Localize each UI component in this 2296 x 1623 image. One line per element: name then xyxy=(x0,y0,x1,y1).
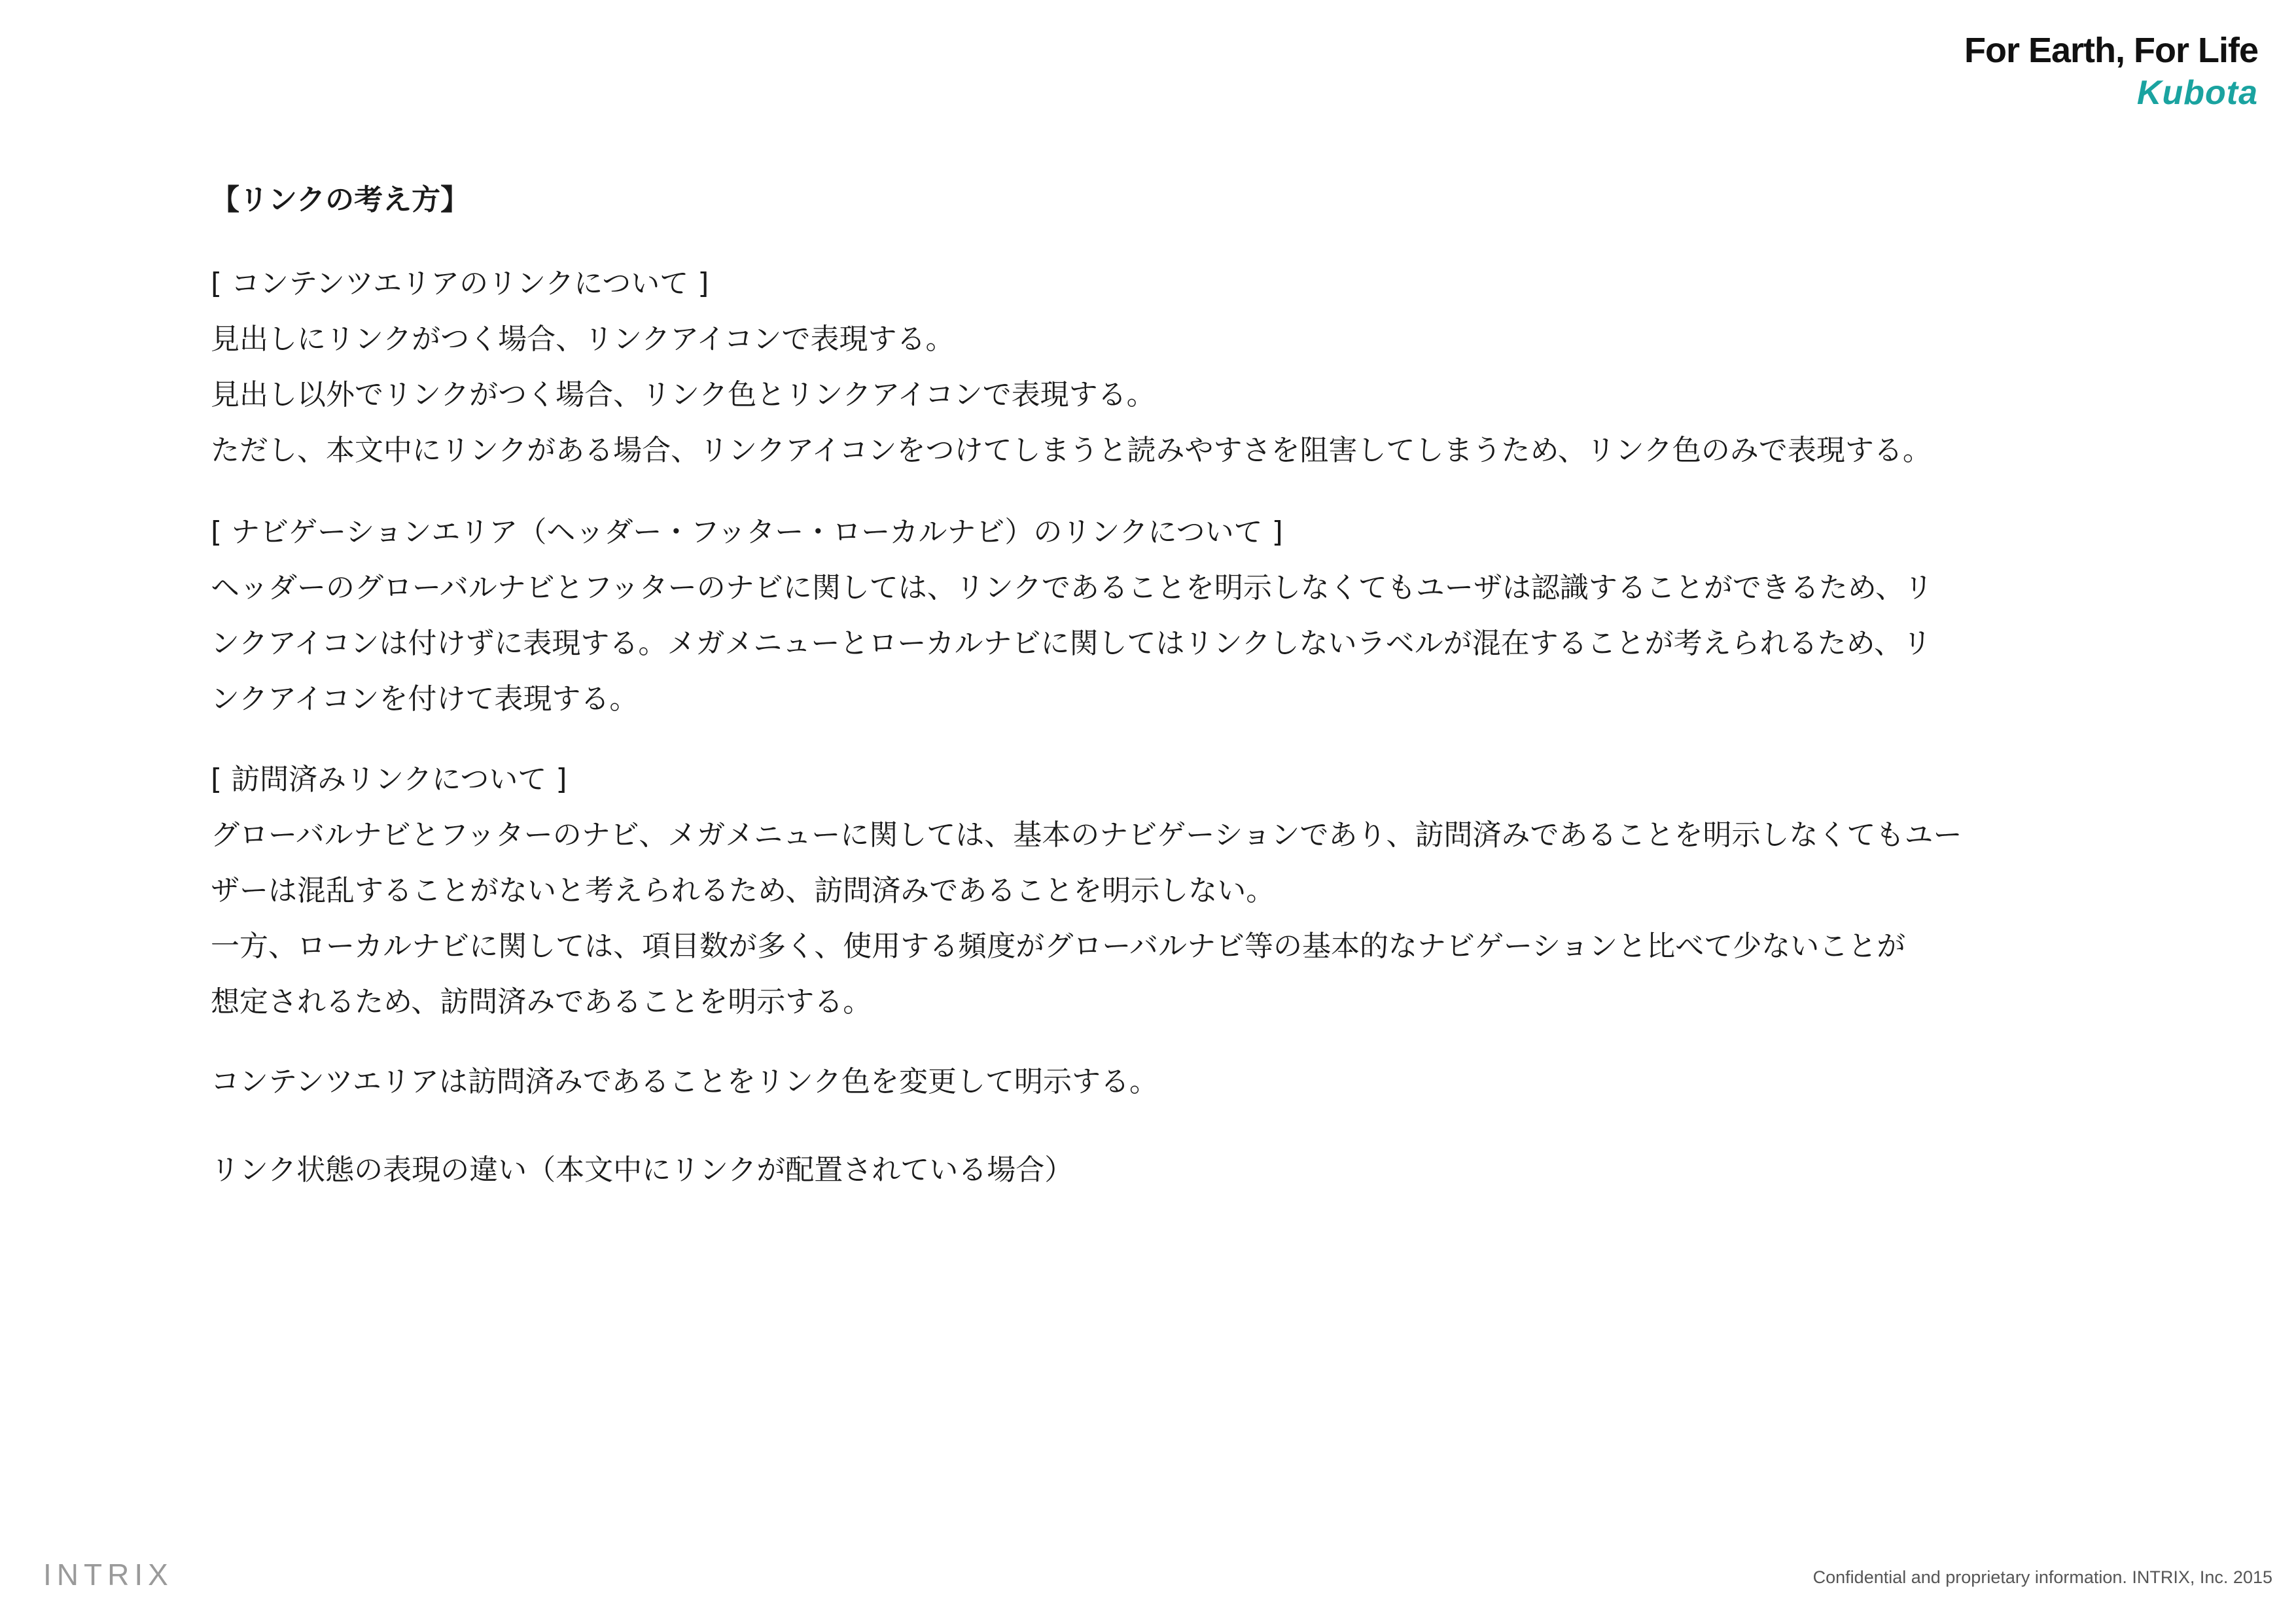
paragraph-line: グローバルナビとフッターのナビ、メガメニューに関しては、基本のナビゲーションであり、訪問済みであることを明示しなくてもユー xyxy=(211,818,1962,852)
section-title-visited-links: [ 訪問済みリンクについて ] xyxy=(211,763,567,796)
kubota-logo: Kubota xyxy=(2136,74,2258,112)
paragraph-line: ザーは混乱することがないと考えられるため、訪問済みであることを明示しない。 xyxy=(211,874,1275,907)
paragraph-line: 見出し以外でリンクがつく場合、リンク色とリンクアイコンで表現する。 xyxy=(211,378,1156,411)
paragraph-line: 見出しにリンクがつく場合、リンクアイコンで表現する。 xyxy=(211,323,955,356)
brand-tagline: For Earth, For Life xyxy=(1964,31,2258,70)
paragraph-line: ヘッダーのグローバルナビとフッターのナビに関しては、リンクであることを明示しなくてもユーザは認識することができるため、リ xyxy=(211,571,1934,604)
section-title-content-area: [ コンテンツエリアのリンクについて ] xyxy=(211,267,709,300)
confidential-note: Confidential and proprietary information. INTRIX, Inc. 2015 xyxy=(1812,1567,2272,1587)
paragraph-line: 想定されるため、訪問済みであることを明示する。 xyxy=(211,985,872,1019)
examples-title: リンク状態の表現の違い（本文中にリンクが配置されている場合） xyxy=(211,1153,1074,1187)
paragraph-line: ンクアイコンを付けて表現する。 xyxy=(211,682,639,716)
intrix-logo: INTRIX xyxy=(43,1558,173,1592)
content-area-note: コンテンツエリアは訪問済みであることをリンク色を変更して明示する。 xyxy=(211,1065,1159,1098)
page-heading: 【リンクの考え方】 xyxy=(211,183,470,217)
paragraph-line: ンクアイコンは付けずに表現する。メガメニューとローカルナビに関してはリンクしないラベルが混在することが考えられるため、リ xyxy=(211,627,1932,660)
paragraph-line: 一方、ローカルナビに関しては、項目数が多く、使用する頻度がグローバルナビ等の基本的なナビゲーションと比べて少ないことが xyxy=(211,930,1906,963)
paragraph-line: ただし、本文中にリンクがある場合、リンクアイコンをつけてしまうと読みやすさを阻害してしまうため、リンク色のみで表現する。 xyxy=(211,434,1932,467)
section-title-navigation-area: [ ナビゲーションエリア（ヘッダー・フッター・ローカルナビ）のリンクについて ] xyxy=(211,515,1283,549)
